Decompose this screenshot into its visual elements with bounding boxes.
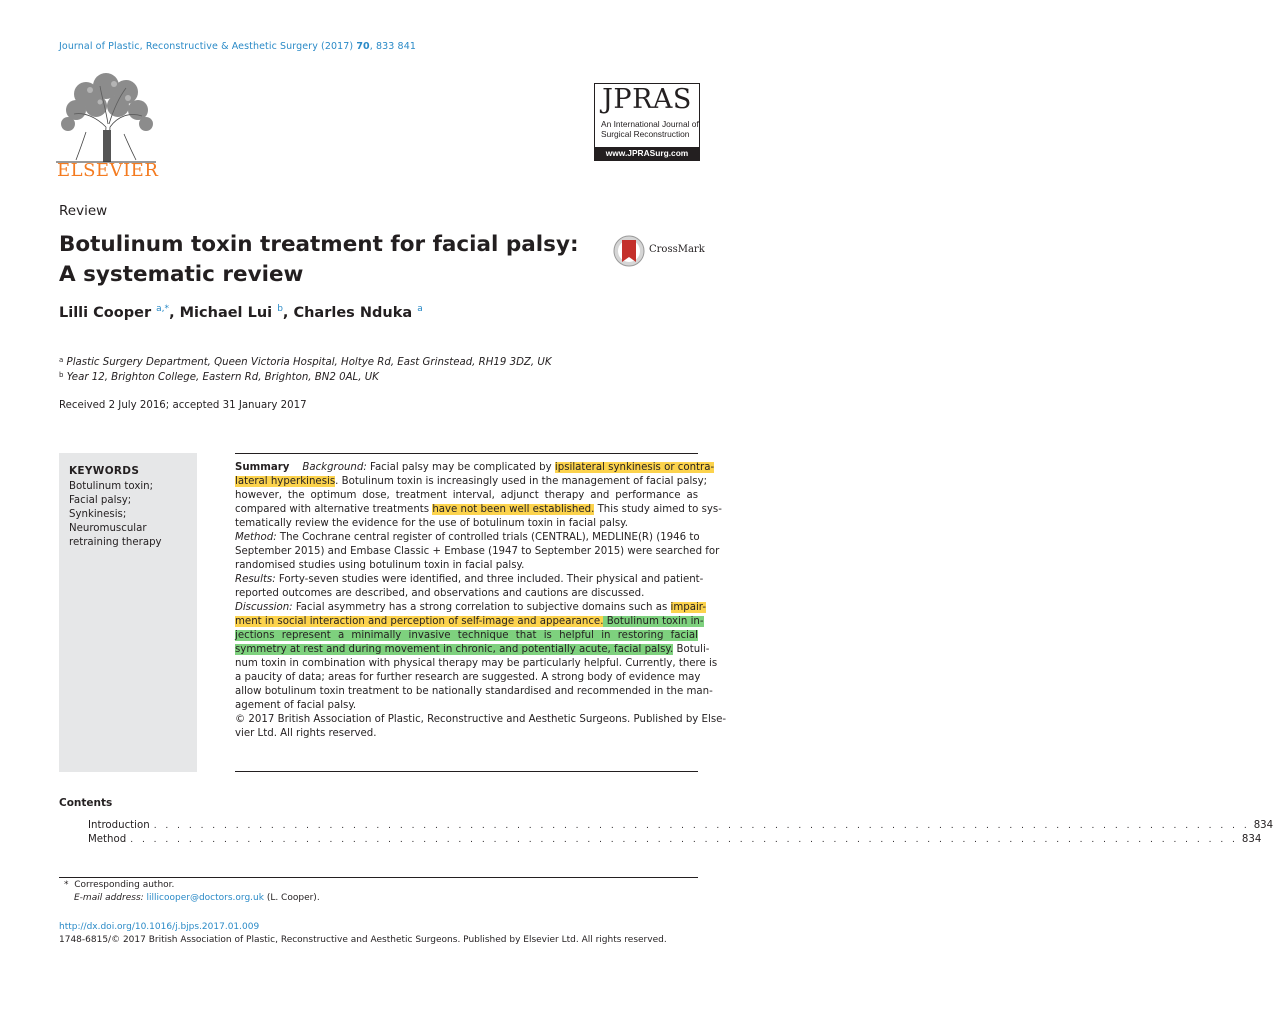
footnote-text: Corresponding author.	[74, 880, 175, 890]
abstract-line	[235, 475, 708, 489]
journal-subtitle-line2: Surgical Reconstruction	[601, 128, 690, 139]
highlight-yellow: have not been well established.	[432, 504, 595, 515]
abstract-line	[235, 503, 722, 517]
author-mark[interactable]: a	[417, 304, 423, 314]
highlight-yellow: impair-	[670, 602, 707, 613]
journal-logo	[594, 83, 700, 161]
crossmark-label: CrossMark	[649, 244, 705, 255]
abstract-line: vier Ltd. All rights reserved.	[235, 728, 377, 739]
citation-text: Journal of Plastic, Reconstructive & Aesthetic Surgery (2017)	[59, 41, 357, 52]
email-note	[74, 893, 320, 903]
section-label: Method:	[235, 532, 277, 543]
toc-page: 834	[1241, 834, 1262, 845]
toc-leader: . . . . . . . . . . . . . . . . . . . . . . . . . . . . . . . . . . . . . . . . . . . . . . . . . . . . . . . . . . . . . . . . . . . . . . . . . . . . . . . . . . . . . . . . . . . . . . .	[130, 835, 1238, 845]
citation-pages: , 833 841	[369, 41, 416, 52]
highlight-green: jections represent a minimally invasive technique that is helpful in restoring facial	[235, 630, 698, 641]
abstract-bottom-rule	[235, 771, 698, 772]
email-suffix: (L. Cooper).	[263, 893, 320, 903]
abstract-line: reported outcomes are described, and observations and cautions are discussed.	[235, 588, 645, 599]
abstract-text: Facial asymmetry has a strong correlation to subjective domains such as	[292, 602, 671, 613]
abstract-line: a paucity of data; areas for further research are suggested. A strong body of evidence may	[235, 672, 701, 683]
keyword-item: retraining therapy	[69, 537, 162, 548]
abstract-line: randomised studies using botulinum toxin in facial palsy.	[235, 560, 525, 571]
keyword-item: Facial palsy;	[69, 495, 132, 506]
article-title	[59, 230, 599, 290]
toc-label: Introduction	[88, 820, 150, 831]
title-line-2: A systematic review	[59, 262, 304, 287]
affiliation-text: Plastic Surgery Department, Queen Victoria Hospital, Holtye Rd, East Grinstead, RH19 3DZ, UK	[66, 357, 552, 368]
section-label: Discussion:	[235, 602, 293, 613]
citation-volume: 70	[356, 41, 370, 52]
abstract-line: tematically review the evidence for the use of botulinum toxin in facial palsy.	[235, 518, 628, 529]
author-name: Michael Lui	[179, 305, 273, 321]
section-label: Results:	[235, 574, 276, 585]
email-link[interactable]: lillicooper@doctors.org.uk	[146, 893, 264, 903]
highlight-yellow: lateral hyperkinesis	[235, 476, 336, 487]
abstract-line: © 2017 British Association of Plastic, Reconstructive and Aesthetic Surgeons. Published by Else-	[235, 714, 727, 725]
toc-entry[interactable]	[88, 834, 1262, 845]
toc-label: Method	[88, 834, 127, 845]
abstract-line: agement of facial palsy.	[235, 700, 357, 711]
abstract-line	[235, 461, 715, 475]
author-mark[interactable]: b	[277, 304, 283, 314]
contents-heading: Contents	[59, 797, 113, 809]
affiliation-mark: b	[59, 371, 64, 379]
abstract-line	[235, 643, 710, 657]
keyword-item: Botulinum toxin;	[69, 481, 154, 492]
abstract-line	[235, 601, 707, 615]
highlight-green: Botulinum toxin in-	[603, 616, 704, 627]
abstract-line: however, the optimum dose, treatment interval, adjunct therapy and performance as	[235, 490, 698, 501]
author-list: Lilli Cooper $^{a,*}$, Michael Lui $^b$, Charles Nduka $^a$	[59, 304, 423, 321]
journal-logo-subtitle	[601, 120, 699, 139]
crossmark-icon	[613, 235, 647, 267]
highlight-yellow: ment in social interaction and perception of self-image and appearance.	[235, 616, 604, 627]
issn-copyright: 1748-6815/© 2017 British Association of Plastic, Reconstructive and Aesthetic Surgeons. Published by Elsevier Ltd. All rights reserved.	[59, 935, 667, 945]
journal-url[interactable]: www.JPRASurg.com	[595, 147, 699, 160]
keywords-heading: KEYWORDS	[69, 465, 140, 477]
abstract-line	[235, 531, 698, 545]
author-name: Lilli Cooper	[59, 305, 152, 321]
journal-subtitle-line1: An International Journal of	[601, 119, 699, 129]
abstract-text: Facial palsy may be complicated by	[366, 462, 555, 473]
highlight-yellow: ipsilateral synkinesis or contra-	[554, 462, 715, 473]
affiliation-mark: a	[59, 356, 64, 364]
publisher-wordmark: ELSEVIER	[57, 160, 159, 181]
abstract-top-rule	[235, 453, 698, 454]
affiliation	[59, 371, 379, 383]
abstract-text: compared with alternative treatments	[235, 504, 433, 515]
abstract-text: This study aimed to sys-	[594, 504, 722, 515]
abstract-line	[235, 573, 704, 587]
journal-acronym: JPRAS	[602, 84, 692, 115]
keyword-item: Neuromuscular	[69, 523, 147, 534]
received-dates: Received 2 July 2016; accepted 31 January 2017	[59, 400, 307, 411]
toc-entry[interactable]	[88, 820, 1273, 831]
abstract-text: Forty-seven studies were identified, and three included. Their physical and patient-	[275, 574, 704, 585]
highlight-green: symmetry at rest and during movement in chronic, and potentially acute, facial palsy.	[235, 644, 674, 655]
author-name: Charles Nduka	[293, 305, 413, 321]
corresponding-author-note	[64, 880, 174, 890]
abstract-line: September 2015) and Embase Classic + Embase (1947 to September 2015) were searched for	[235, 546, 720, 557]
footnote-rule	[59, 877, 698, 878]
journal-citation[interactable]	[59, 41, 416, 52]
author-mark[interactable]: a,*	[156, 304, 170, 314]
abstract-line: num toxin in combination with physical therapy may be particularly helpful. Currently, there is	[235, 658, 718, 669]
doi-link[interactable]: http://dx.doi.org/10.1016/j.bjps.2017.01.009	[59, 922, 260, 932]
article-type: Review	[59, 203, 108, 219]
affiliation-text: Year 12, Brighton College, Eastern Rd, Brighton, BN2 0AL, UK	[66, 372, 379, 383]
abstract-line	[235, 629, 698, 643]
summary-label: Summary	[235, 462, 290, 473]
toc-leader: . . . . . . . . . . . . . . . . . . . . . . . . . . . . . . . . . . . . . . . . . . . . . . . . . . . . . . . . . . . . . . . . . . . . . . . . . . . . . . . . . . . . . . . . . . . . . .	[153, 821, 1250, 831]
elsevier-tree-logo	[56, 72, 156, 164]
footnote-mark: *	[64, 880, 69, 890]
abstract-text: . Botulinum toxin is increasingly used in the management of facial palsy;	[335, 476, 708, 487]
abstract-line	[235, 615, 704, 629]
toc-page: 834	[1253, 820, 1273, 831]
keywords-panel	[59, 453, 197, 772]
keyword-item: Synkinesis;	[69, 509, 127, 520]
crossmark-badge[interactable]	[613, 235, 703, 265]
section-label: Background:	[302, 462, 367, 473]
abstract-text: The Cochrane central register of controlled trials (CENTRAL), MEDLINE(R) (1946 to	[276, 532, 700, 543]
email-label: E-mail address:	[74, 893, 144, 903]
title-line-1: Botulinum toxin treatment for facial palsy:	[59, 232, 579, 257]
abstract-text: Botuli-	[673, 644, 710, 655]
abstract-line: allow botulinum toxin treatment to be nationally standardised and recommended in the man-	[235, 686, 713, 697]
affiliation	[59, 356, 552, 368]
